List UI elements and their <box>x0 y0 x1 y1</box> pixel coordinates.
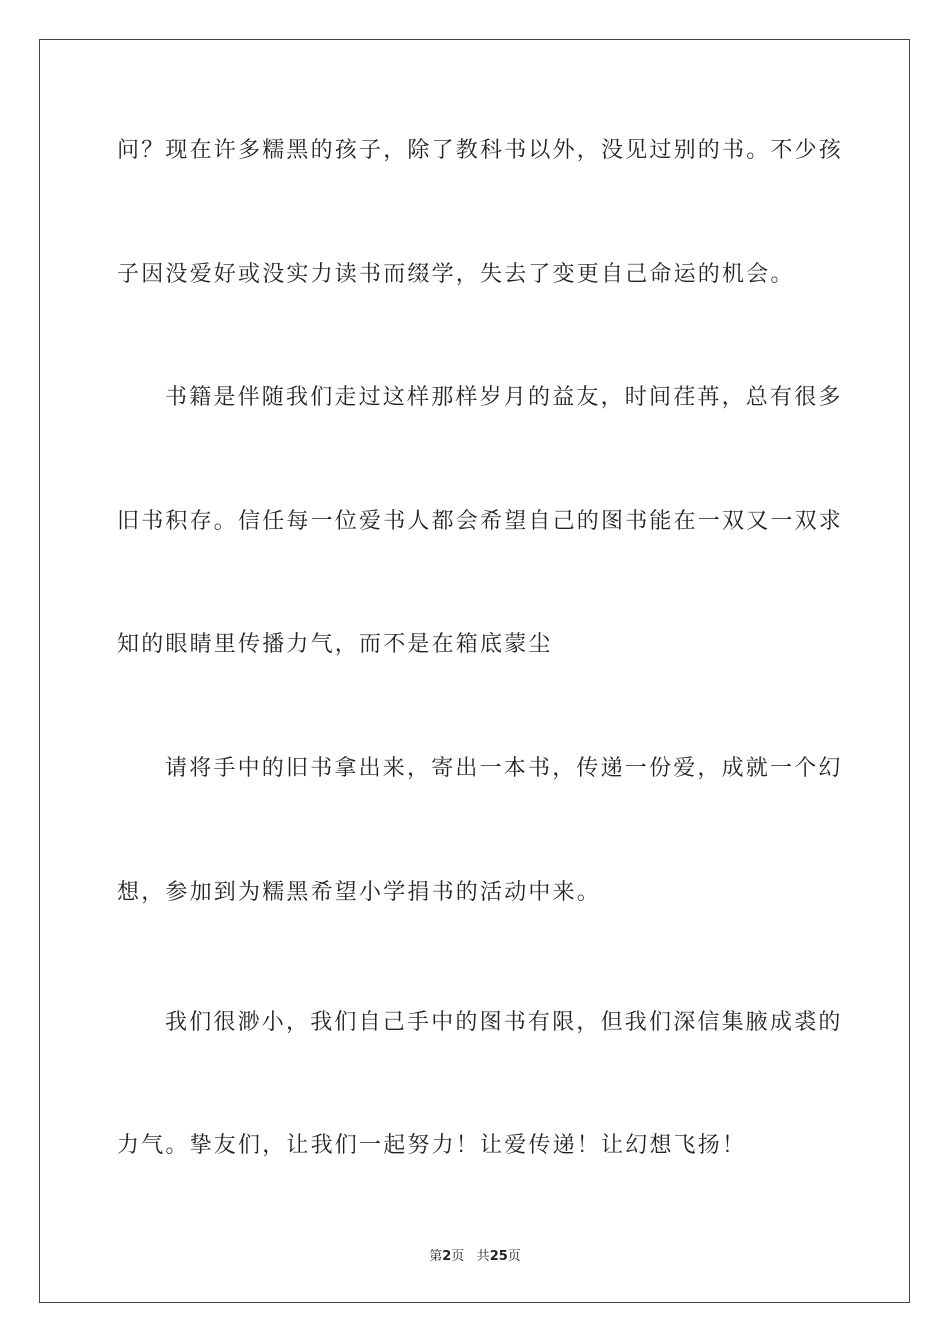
paragraph-line: 知的眼睛里传播力气，而不是在箱底蒙尘 <box>117 632 553 657</box>
page-suffix: 页 <box>451 1249 465 1264</box>
page-number: 2 <box>442 1249 452 1264</box>
total-prefix: 共 <box>476 1249 490 1264</box>
page-prefix: 第 <box>429 1249 443 1264</box>
page-border <box>39 39 910 1303</box>
paragraph-line: 问？现在许多糯黑的孩子，除了教科书以外，没见过别的书。不少孩 <box>117 138 844 163</box>
total-pages: 25 <box>489 1249 508 1264</box>
paragraph-line: 旧书积存。信任每一位爱书人都会希望自己的图书能在一双又一双求 <box>117 509 844 534</box>
paragraph-line: 力气。挚友们，让我们一起努力！让爱传递！让幻想飞扬！ <box>117 1133 747 1158</box>
paragraph-first-line: 书籍是伴随我们走过这样那样岁月的益友，时间荏苒，总有很多 <box>165 385 843 410</box>
total-suffix: 页 <box>507 1249 521 1264</box>
paragraph-first-line: 请将手中的旧书拿出来，寄出一本书，传递一份爱，成就一个幻 <box>165 756 843 781</box>
paragraph-line: 想，参加到为糯黑希望小学捐书的活动中来。 <box>117 880 602 905</box>
page-footer <box>0 1248 950 1266</box>
paragraph-line: 子因没爱好或没实力读书而缀学，失去了变更自己命运的机会。 <box>117 262 795 287</box>
paragraph-first-line: 我们很渺小，我们自己手中的图书有限，但我们深信集腋成裘的 <box>165 1010 843 1035</box>
